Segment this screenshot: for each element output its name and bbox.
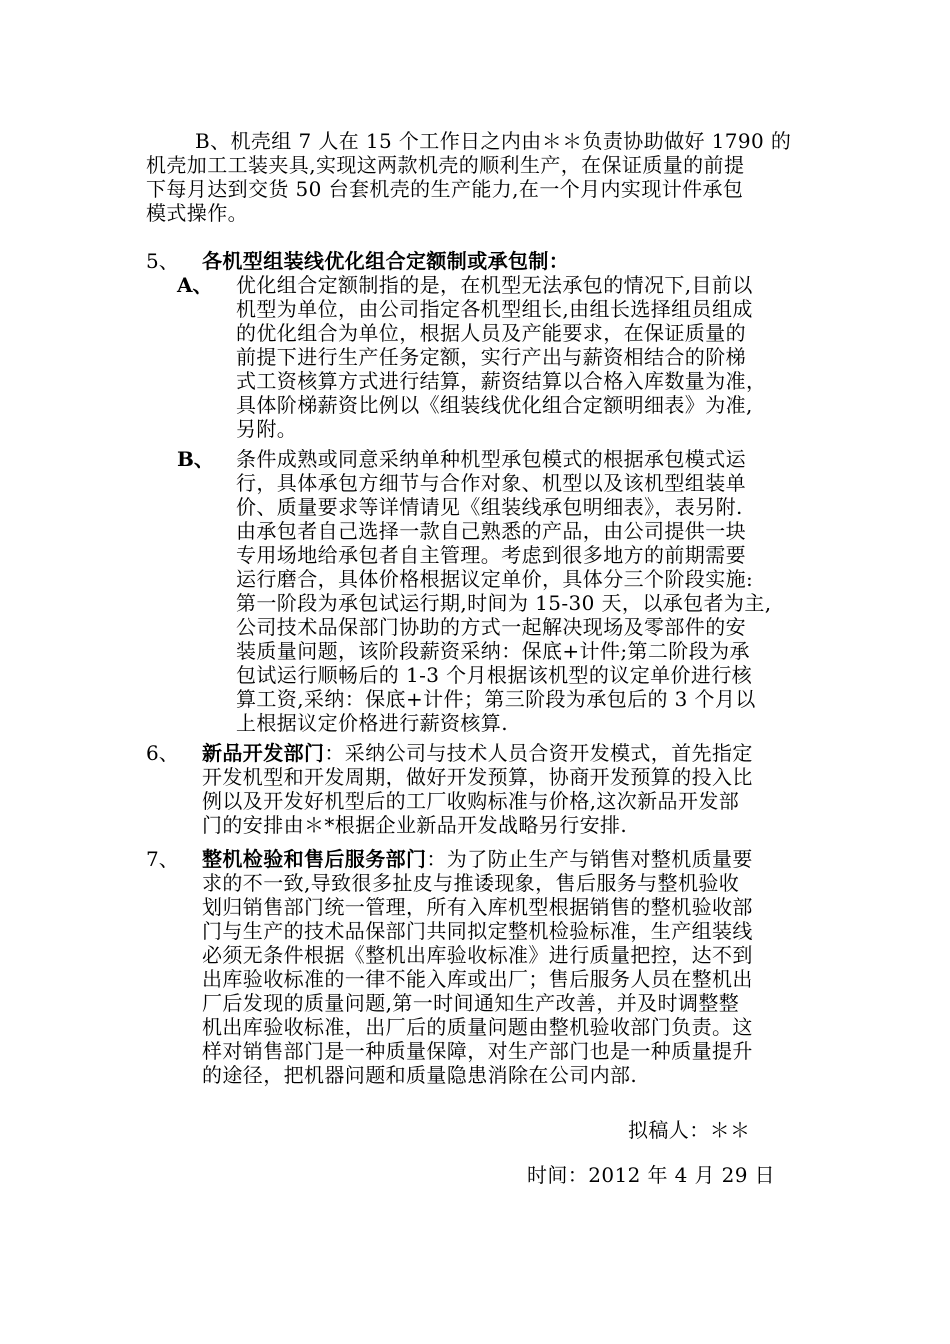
sub-item-a-line: 另附。 [236, 417, 298, 441]
sub-item-b-line: 运行磨合，具体价格根据议定单价，具体分三个阶段实施: [236, 567, 754, 591]
section-line: 门与生产的技术品保部门共同拟定整机检验标准，生产组装线 [202, 919, 753, 943]
section-first-line [202, 741, 753, 765]
section-title: 整机检验和售后服务部门 [202, 847, 427, 871]
section-line: 必须无条件根据《整机出库验收标准》进行质量把控，达不到 [202, 943, 753, 967]
sub-item-a-line: 优化组合定额制指的是，在机型无法承包的情况下,目前以 [236, 273, 753, 297]
section-line: 样对销售部门是一种质量保障，对生产部门也是一种质量提升 [202, 1039, 753, 1063]
sub-item-b-line: 算工资,采纳：保底+计件；第三阶段为承包后的 3 个月以 [236, 687, 756, 711]
section-line: 的途径，把机器问题和质量隐患消除在公司内部. [202, 1063, 638, 1087]
sub-item-a-line: 式工资核算方式进行结算，薪资结算以合格入库数量为准， [236, 369, 767, 393]
sub-item-a-line: 前提下进行生产任务定额，实行产出与薪资相结合的阶梯 [236, 345, 746, 369]
sub-item-b-line: 公司技术品保部门协助的方式一起解决现场及零部件的安 [236, 615, 746, 639]
paragraph-b-line: 机壳加工工装夹具,实现这两款机壳的顺利生产，在保证质量的前提 [146, 153, 745, 177]
sub-item-b-line: 由承包者自己选择一款自己熟悉的产品，由公司提供一块 [236, 519, 746, 543]
section-first-line [202, 847, 753, 871]
sub-item-b-line: 条件成熟或同意采纳单种机型承包模式的根据承包模式运 [236, 447, 746, 471]
sub-item-b-line: 价、质量要求等详情请见《组装线承包明细表》，表另附. [236, 495, 743, 519]
section-line: 机出库验收标准，出厂后的质量问题由整机验收部门负责。这 [202, 1015, 753, 1039]
sub-item-b-line: 包试运行顺畅后的 1-3 个月根据该机型的议定单价进行核 [236, 663, 753, 687]
sub-item-label-a: A、 [177, 273, 213, 297]
sub-item-a-line: 机型为单位，由公司指定各机型组长,由组长选择组员组成 [236, 297, 753, 321]
section-line: 开发机型和开发周期，做好开发预算，协商开发预算的投入比 [202, 765, 753, 789]
section-title: 各机型组装线优化组合定额制或承包制： [202, 249, 570, 273]
paragraph-b-line: B、机壳组 7 人在 15 个工作日之内由＊＊负责协助做好 1790 的 [195, 129, 792, 153]
section-title: 新品开发部门 [202, 741, 325, 765]
item-number: 5、 [146, 249, 179, 273]
section-line: 求的不一致,导致很多扯皮与推诿现象，售后服务与整机验收 [202, 871, 740, 895]
section-line: 门的安排由＊*根据企业新品开发战略另行安排. [202, 813, 628, 837]
section-line: 例以及开发好机型后的工厂收购标准与价格,这次新品开发部 [202, 789, 740, 813]
item-number: 7、 [146, 847, 179, 871]
section-first-text: ：采纳公司与技术人员合资开发模式，首先指定 [324, 741, 753, 765]
section-first-text: ：为了防止生产与销售对整机质量要 [426, 847, 753, 871]
sub-item-label-b: B、 [177, 447, 214, 471]
section-line: 厂后发现的质量问题,第一时间通知生产改善，并及时调整整 [202, 991, 740, 1015]
sub-item-b-line: 专用场地给承包者自主管理。考虑到很多地方的前期需要 [236, 543, 746, 567]
date-line: 时间：2012 年 4 月 29 日 [527, 1163, 776, 1187]
sub-item-b-line: 装质量问题，该阶段薪资采纳：保底+计件;第二阶段为承 [236, 639, 750, 663]
paragraph-b-line: 下每月达到交货 50 台套机壳的生产能力,在一个月内实现计件承包 [146, 177, 744, 201]
sub-item-a-line: 具体阶梯薪资比例以《组装线优化组合定额明细表》为准, [236, 393, 753, 417]
section-line: 出库验收标准的一律不能入库或出厂；售后服务人员在整机出 [202, 967, 753, 991]
paragraph-b-line: 模式操作。 [146, 201, 248, 225]
sub-item-a-line: 的优化组合为单位，根据人员及产能要求，在保证质量的 [236, 321, 746, 345]
item-number: 6、 [146, 741, 179, 765]
drafter-line: 拟稿人：＊＊ [628, 1118, 751, 1142]
section-line: 划归销售部门统一管理，所有入库机型根据销售的整机验收部 [202, 895, 753, 919]
sub-item-b-line: 第一阶段为承包试运行期,时间为 15-30 天，以承包者为主, [236, 591, 772, 615]
sub-item-b-line: 行，具体承包方细节与合作对象、机型以及该机型组装单 [236, 471, 746, 495]
sub-item-b-line: 上根据议定价格进行薪资核算. [236, 711, 508, 735]
